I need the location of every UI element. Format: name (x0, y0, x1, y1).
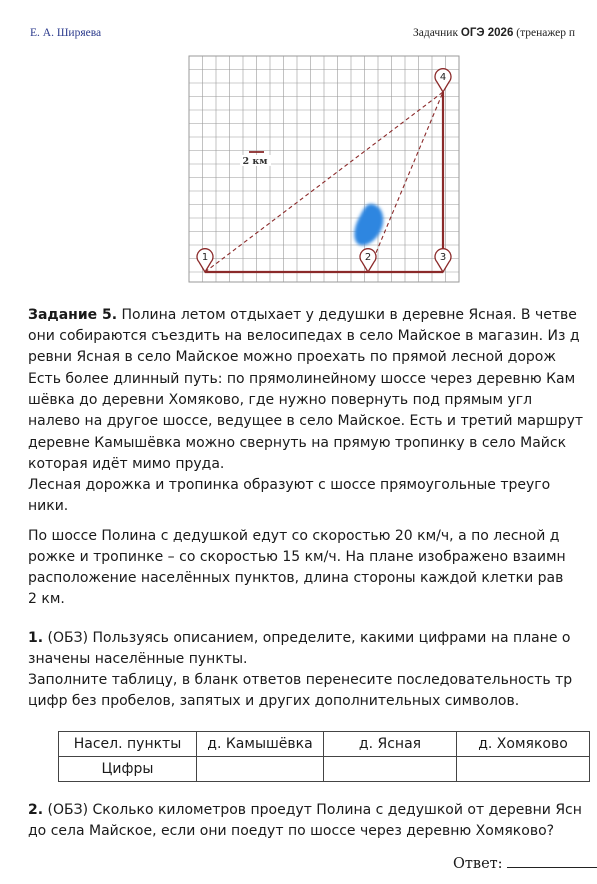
q2-line: до села Майское, если они поедут по шоссе через деревню Хомяково? (28, 823, 555, 839)
q2-line: 2. (ОБЗ) Сколько километров проедут Полина с дедушкой от деревни Ясн (28, 802, 582, 818)
row-label: Цифры (59, 757, 197, 782)
speed-line: расположение населённых пунктов, длина стороны каждой клетки рав (28, 570, 564, 586)
marker-2 (360, 249, 376, 272)
book-title: Задачник ОГЭ 2026 (тренажер п (413, 27, 576, 39)
table-row (59, 757, 590, 782)
answer-line[interactable] (507, 867, 597, 868)
task-line: Лесная дорожка и тропинка образуют с шоссе прямоугольные треуго (28, 477, 551, 493)
q1-line: значены населённые пункты. (28, 651, 248, 667)
task-line: которая идёт мимо пруда. (28, 456, 225, 472)
table-header: д. Хомяково (457, 732, 590, 757)
marker-4 (435, 69, 451, 92)
task-line: они собираются съездить на велосипедах в село Майское в магазин. Из д (28, 328, 580, 344)
svg-text:2: 2 (364, 252, 372, 263)
q1-line: цифр без пробелов, запятых и других дополнительных символов. (28, 693, 520, 709)
task-line: Есть более длинный путь: по прямолинейному шоссе через деревню Кам (28, 371, 576, 387)
svg-text:4: 4 (439, 72, 447, 83)
route-plan (0, 0, 597, 300)
marker-3 (435, 249, 451, 272)
answer-cell[interactable] (324, 757, 457, 782)
q1-line: 1. (ОБЗ) Пользуясь описанием, определите, какими цифрами на плане о (28, 630, 571, 646)
table-header: Насел. пункты (59, 732, 197, 757)
author-name: Е. А. Ширяева (30, 27, 102, 39)
svg-text:1: 1 (201, 252, 209, 263)
answer-field[interactable] (453, 856, 597, 872)
speed-line: рожке и тропинке – со скоростью 15 км/ч. На плане изображено взаимн (28, 549, 566, 565)
plan-grid (189, 56, 459, 282)
task-line: шёвка до деревни Хомяково, где нужно повернуть под прямым угл (28, 392, 533, 408)
svg-text:3: 3 (439, 252, 447, 263)
marker-1 (197, 249, 213, 272)
answer-cell[interactable] (197, 757, 324, 782)
table-header: д. Камышёвка (197, 732, 324, 757)
task-line: Задание 5. Полина летом отдыхает у дедушки в деревне Ясная. В четве (28, 307, 577, 323)
scale-label: 2 км (242, 156, 268, 167)
pond-icon (354, 204, 383, 245)
task-line: ники. (28, 498, 69, 514)
answer-cell[interactable] (457, 757, 590, 782)
task-line: деревне Камышёвка можно свернуть на прямую тропинку в село Майск (28, 435, 567, 451)
task-line: ревни Ясная в село Майское можно проехать по прямой лесной дорож (28, 349, 556, 365)
table-header-row (59, 732, 590, 757)
answer-table (58, 731, 590, 782)
table-header: д. Ясная (324, 732, 457, 757)
answer-label: Ответ: (453, 856, 503, 872)
task-line: налево на другое шоссе, ведущее в село Майское. Есть и третий маршрут (28, 413, 584, 429)
speed-line: По шоссе Полина с дедушкой едут со скоростью 20 км/ч, а по лесной д (28, 528, 560, 544)
q1-line: Заполните таблицу, в бланк ответов перенесите последовательность тр (28, 672, 573, 688)
speed-line: 2 км. (28, 591, 65, 607)
